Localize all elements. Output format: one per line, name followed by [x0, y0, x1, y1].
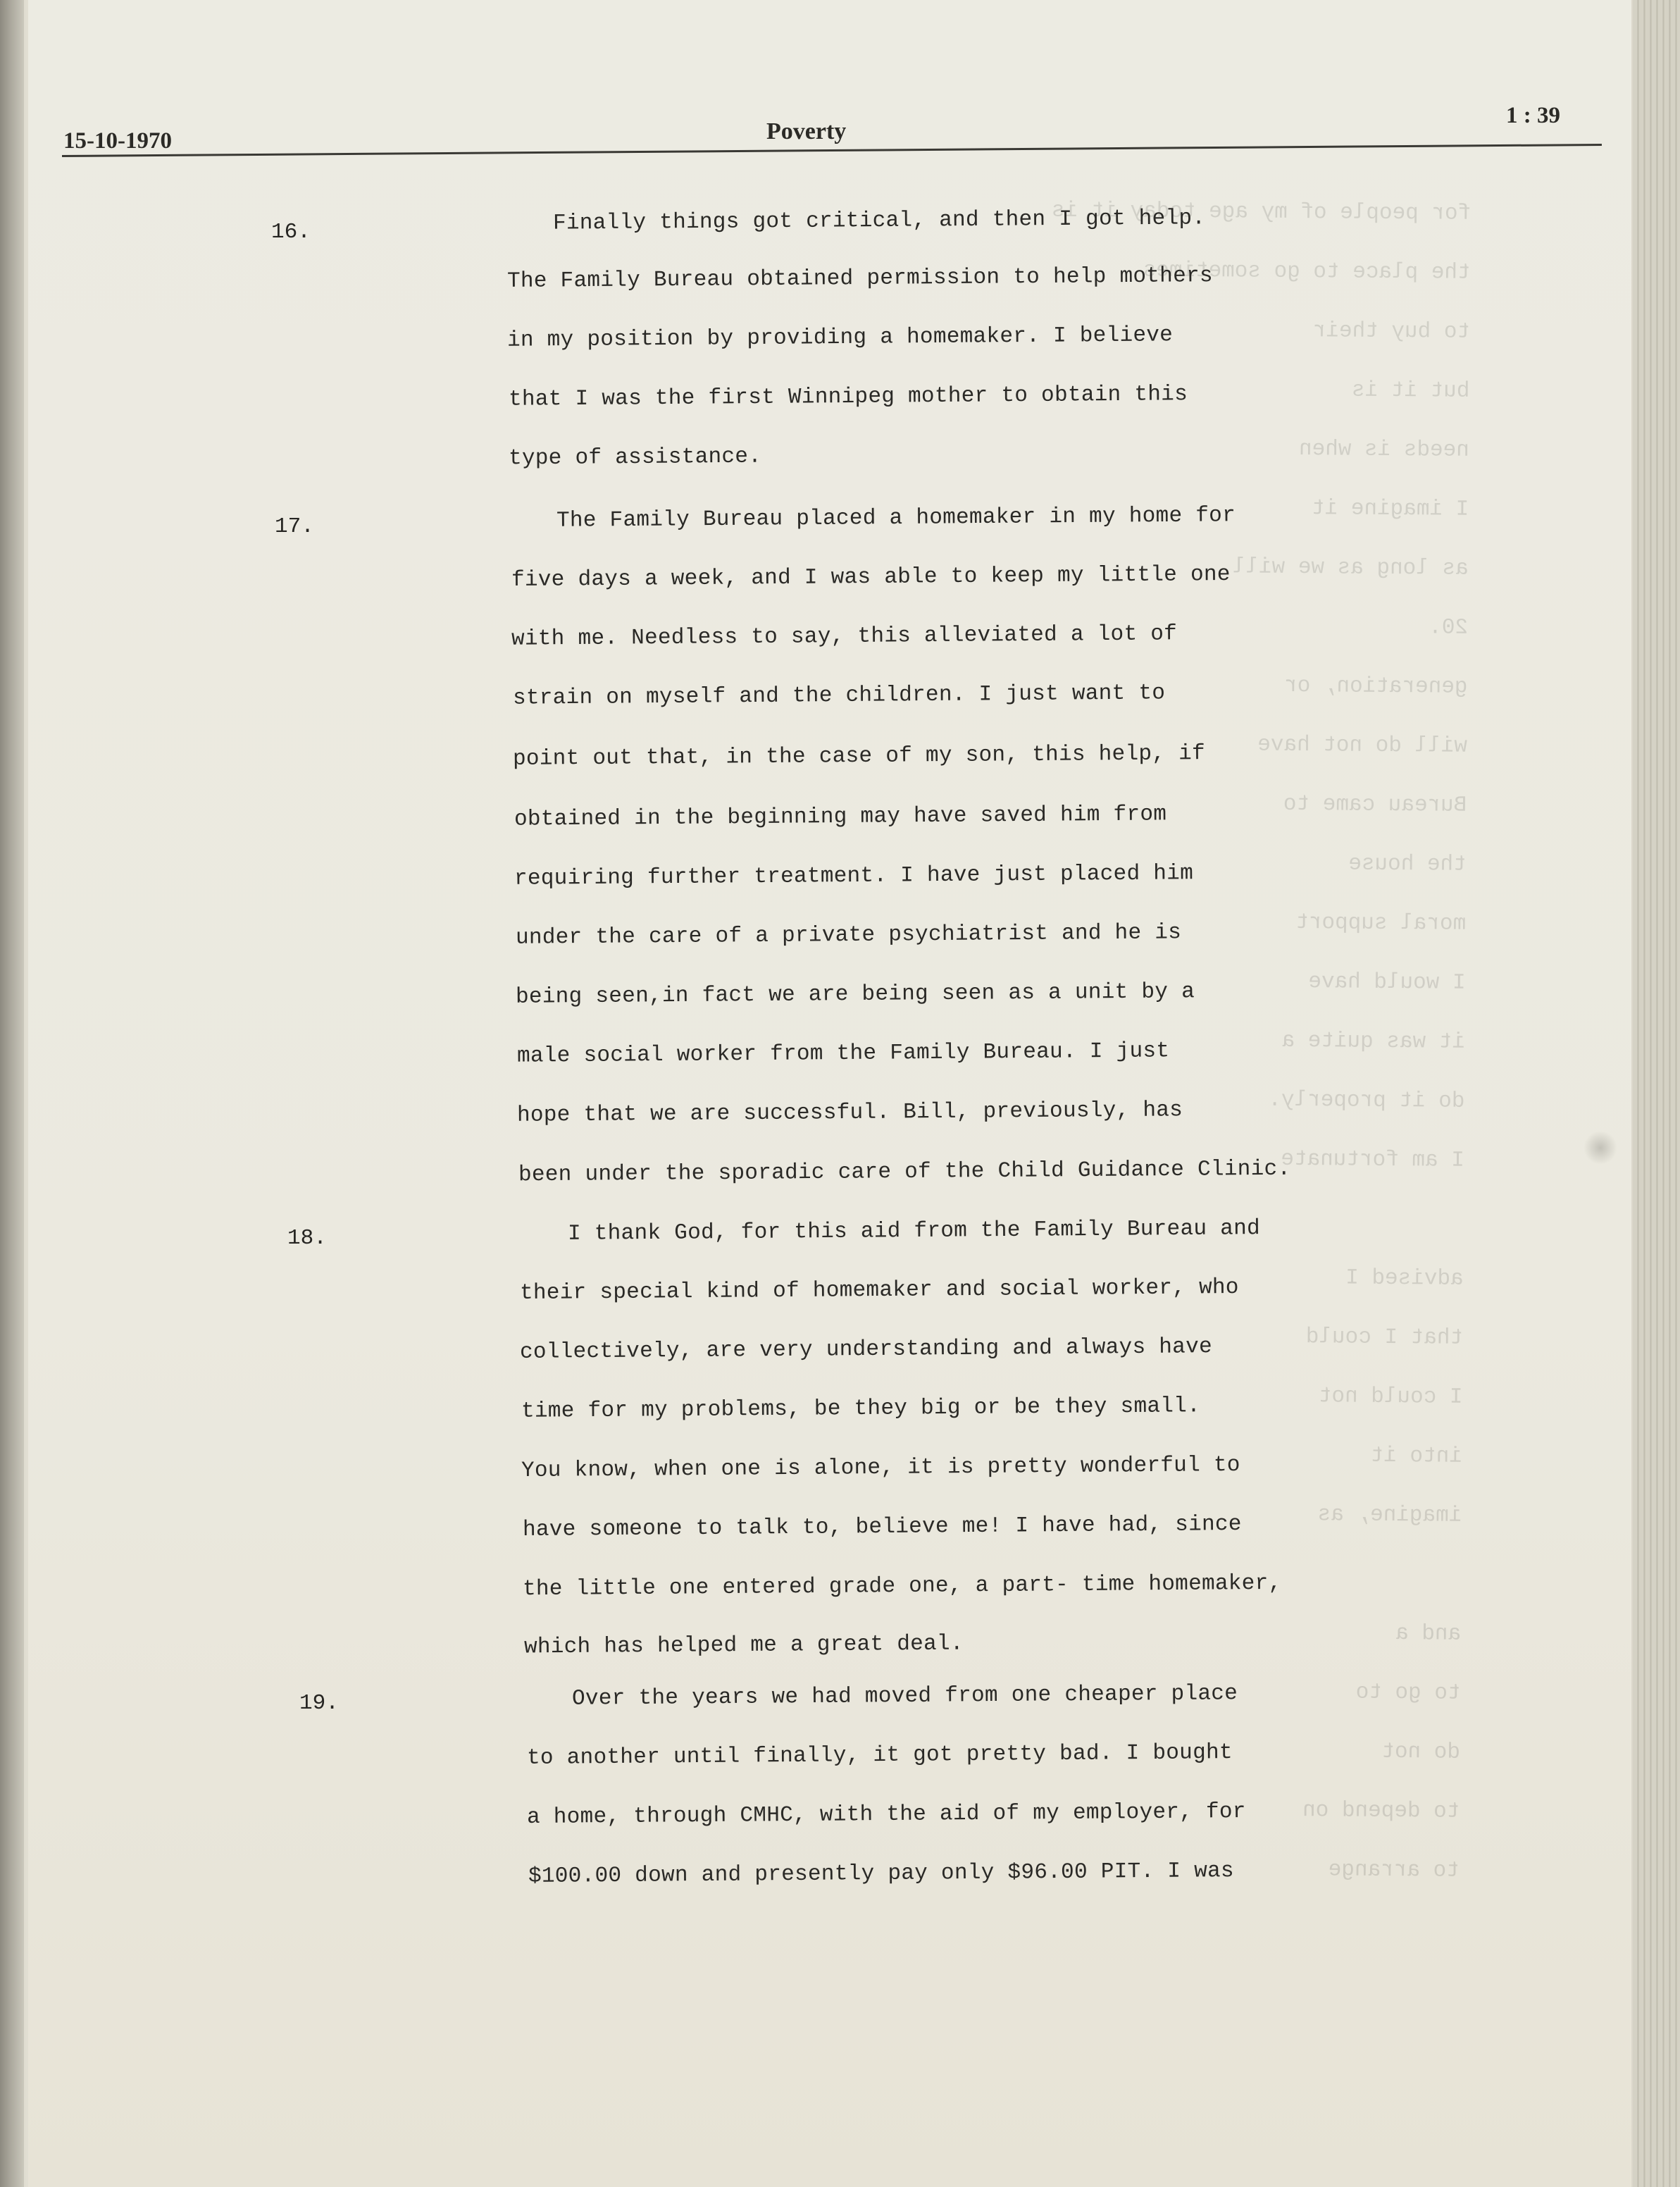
paragraph-17-line-11: hope that we are successful. Bill, previously, has	[516, 1098, 1183, 1128]
paragraph-18-line-6: have someone to talk to, believe me! I have had, since	[522, 1511, 1242, 1543]
paragraph-17-line-12: been under the sporadic care of the Child Guidance Clinic.	[518, 1156, 1291, 1188]
paragraph-16-line-2: The Family Bureau obtained permission to help mothers	[506, 264, 1213, 294]
paragraph-16-line-4: that I was the first Winnipeg mother to obtain this	[508, 382, 1188, 412]
paragraph-18-line-3: collectively, are very understanding and always have	[519, 1334, 1213, 1365]
paragraph-16-line-1: Finally things got critical, and then I got help.	[552, 206, 1206, 236]
header-date: 15-10-1970	[63, 128, 172, 154]
paragraph-17-line-1: The Family Bureau placed a homemaker in my home for	[556, 503, 1236, 533]
paragraph-16-line-5: type of assistance.	[508, 444, 762, 471]
paragraph-17-line-2: five days a week, and I was able to keep my little one	[511, 562, 1231, 593]
paragraph-17-line-5: point out that, in the case of my son, this help, if	[512, 741, 1206, 772]
paragraph-19-line-1: Over the years we had moved from one cheaper place	[571, 1681, 1238, 1711]
paragraph-16-line-3: in my position by providing a homemaker. I believe	[506, 323, 1174, 353]
paragraph-number-17: 17.	[275, 514, 314, 539]
paragraph-17-line-8: under the care of a private psychiatrist and he is	[515, 920, 1182, 950]
page-stack-edge	[1633, 0, 1680, 2187]
ink-smudge	[1583, 1131, 1617, 1165]
header-rule	[62, 144, 1602, 157]
book-spine-edge	[0, 0, 24, 2187]
document-page	[28, 0, 1631, 2187]
paragraph-18-line-5: You know, when one is alone, it is pretty wonderful to	[521, 1452, 1240, 1484]
paragraph-18-line-1: I thank God, for this aid from the Family Bureau and	[567, 1216, 1261, 1246]
paragraph-19-line-4: $100.00 down and presently pay only $96.00 PIT. I was	[528, 1859, 1234, 1889]
paragraph-17-line-9: being seen,in fact we are being seen as a unit by a	[515, 979, 1195, 1010]
paragraph-number-18: 18.	[287, 1226, 327, 1251]
show-through-texture: for people of my age today it is the place to go sometimes to buy their but it is needs is when I imagine it as long as we will 20. generation, or will do not have Bureau came to the house moral support I would have it was quite a do it properly. I am fortunate advised I that I could I could not into it imagine, as and a to go to do not to depend on to arrange	[1051, 198, 1471, 1883]
paragraph-18-line-8: which has helped me a great deal.	[523, 1631, 964, 1660]
paragraph-number-19: 19.	[299, 1691, 339, 1716]
paragraph-17-line-7: requiring further treatment. I have just placed him	[514, 861, 1194, 891]
paragraph-17-line-6: obtained in the beginning may have saved him from	[514, 802, 1167, 832]
header-title: Poverty	[766, 118, 847, 144]
paragraph-number-16: 16.	[271, 220, 311, 244]
paragraph-19-line-2: to another until finally, it got pretty bad. I bought	[526, 1740, 1233, 1771]
paragraph-18-line-7: the little one entered grade one, a part- time homemaker,	[522, 1570, 1282, 1602]
paragraph-19-line-3: a home, through CMHC, with the aid of my employer, for	[526, 1799, 1246, 1830]
paragraph-17-line-10: male social worker from the Family Bureau. I just	[516, 1039, 1170, 1069]
paragraph-18-line-4: time for my problems, be they big or be they small.	[521, 1394, 1201, 1424]
header-page-reference: 1 : 39	[1506, 103, 1560, 128]
paragraph-18-line-2: their special kind of homemaker and social worker, who	[519, 1275, 1239, 1306]
paragraph-17-line-4: strain on myself and the children. I just want to	[512, 681, 1166, 711]
paragraph-17-line-3: with me. Needless to say, this alleviated a lot of	[511, 621, 1178, 652]
